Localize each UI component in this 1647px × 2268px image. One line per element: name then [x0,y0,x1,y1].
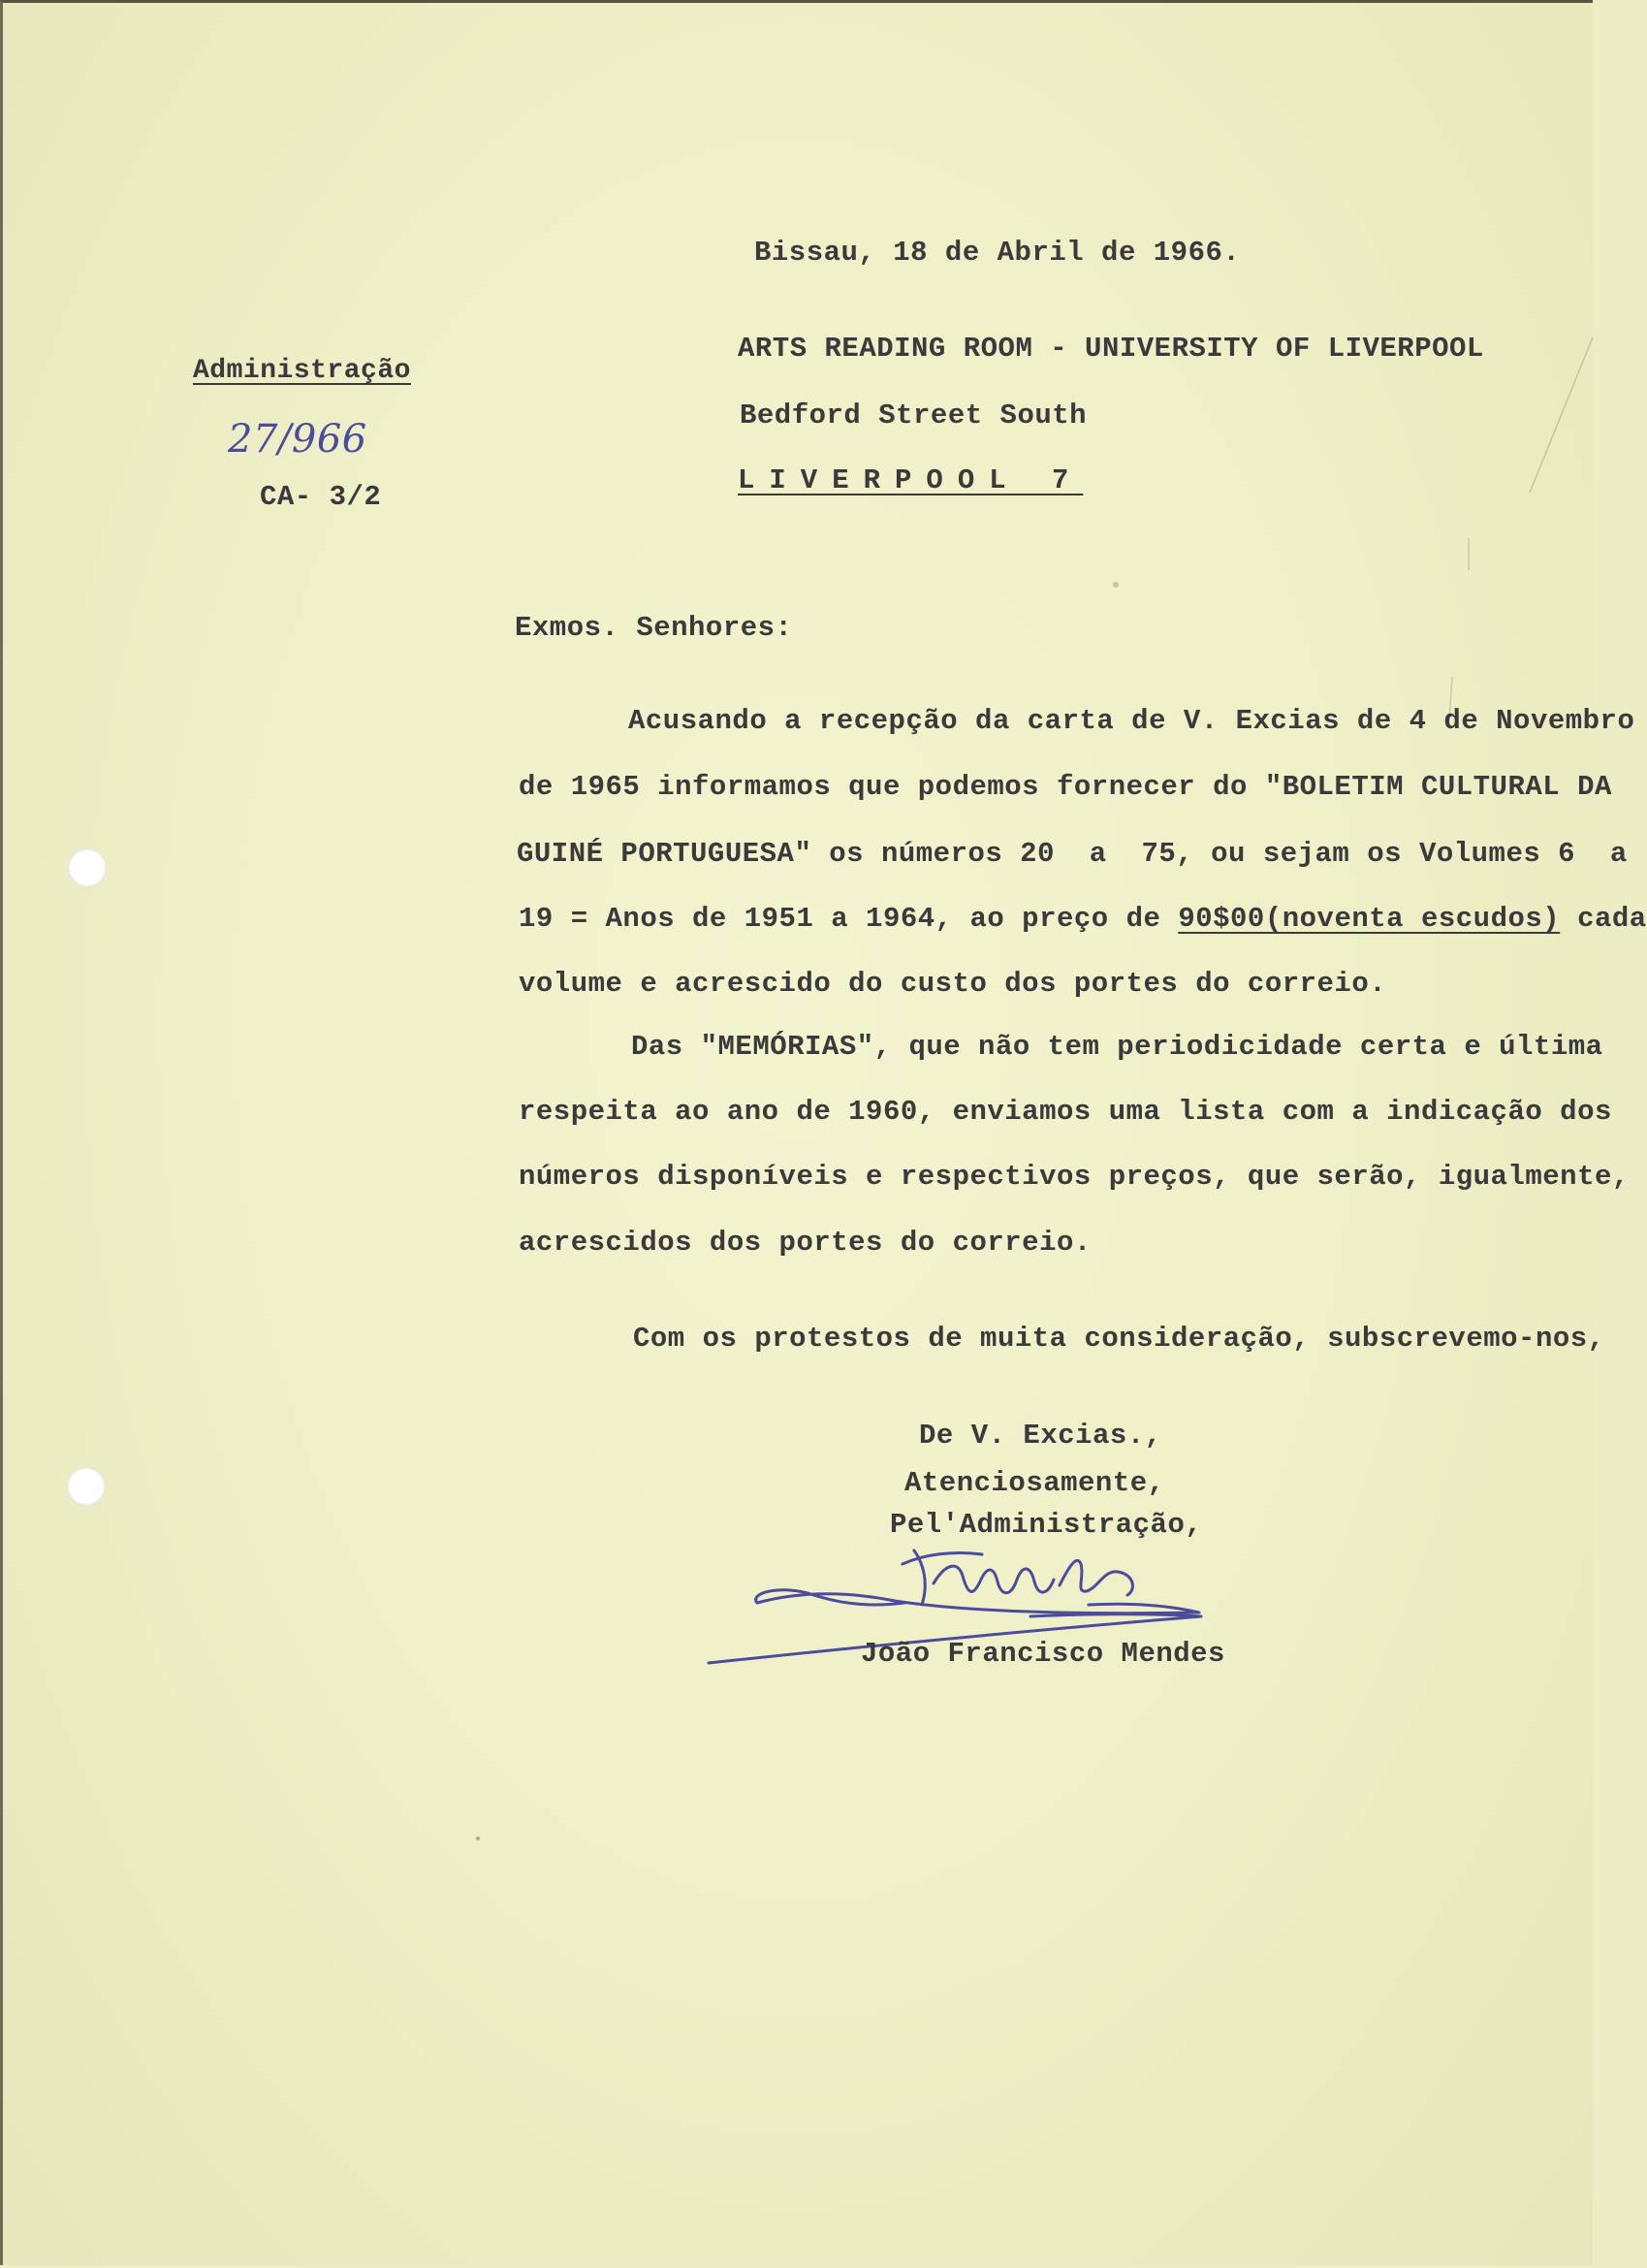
sender-department: Administração [193,356,411,386]
body-p2-line-2: respeita ao ano de 1960, enviamos uma lista com a indicação dos [519,1096,1612,1128]
body-p1-line-2: de 1965 informamos que podemos fornecer do "BOLETIM CULTURAL DA [519,771,1612,803]
sender-reference-code: CA- 3/2 [260,481,382,513]
body-p1-line-1: Acusando a recepção da carta de V. Excias de 4 de Novembro [628,705,1635,737]
handwritten-reference-number: 27/966 [228,417,367,462]
body-p1-line-4-end: cada [1560,903,1647,935]
signoff-line-2: Atenciosamente, [904,1467,1165,1499]
signatory-name: João Francisco Mendes [861,1638,1225,1670]
recipient-city: LIVERPOOL 7 [738,464,1084,496]
recipient-line-1: ARTS READING ROOM - UNIVERSITY OF LIVERPOOL [738,333,1484,365]
recipient-line-2: Bedford Street South [740,399,1088,431]
body-p2-line-3: números disponíveis e respectivos preços, que serão, igualmente, [519,1161,1630,1193]
signoff-line-1: De V. Excias., [919,1420,1162,1452]
body-p1-line-4-text: 19 = Anos de 1951 a 1964, ao preço de [519,903,1179,935]
signoff-line-3: Pel'Administração, [890,1509,1203,1541]
date-line: Bissau, 18 de Abril de 1966. [754,237,1241,269]
salutation: Exmos. Senhores: [515,612,793,644]
body-p1-line-5: volume e acrescido do custo dos portes do correio. [519,968,1387,1000]
price-underlined: 90$00(noventa escudos) [1178,903,1561,935]
body-p1-line-3: GUINÉ PORTUGUESA" os números 20 a 75, ou sejam os Volumes 6 a [517,838,1628,870]
handwritten-signature [3,3,1596,2268]
body-p2-line-4: acrescidos dos portes do correio. [519,1227,1092,1259]
closing-line: Com os protestos de muita consideração, subscrevemo-nos, [633,1323,1605,1355]
body-p2-line-1: Das "MEMÓRIAS", que não tem periodicidade certa e última [631,1031,1603,1063]
